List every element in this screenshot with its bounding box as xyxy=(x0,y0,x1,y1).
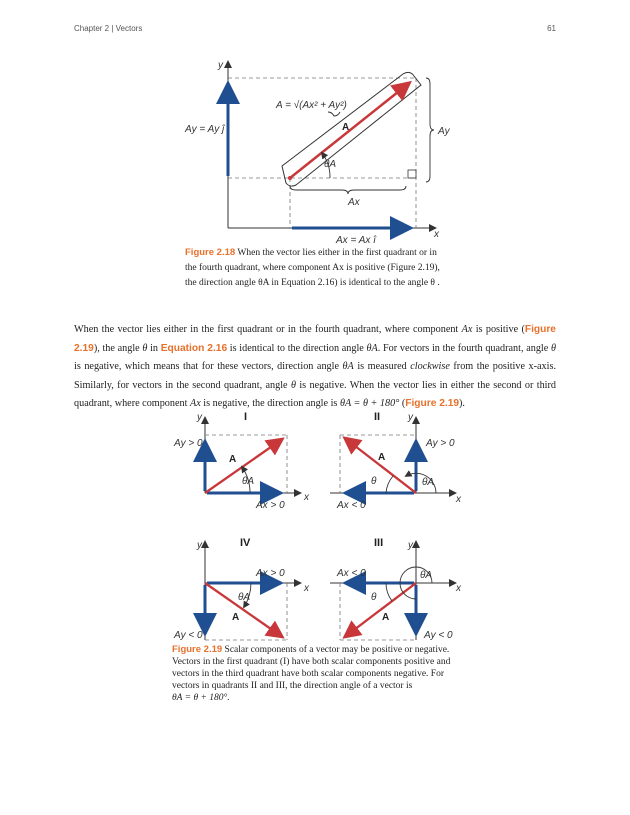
quadrant-iii-panel xyxy=(330,537,462,641)
svg-text:A: A xyxy=(229,454,237,465)
svg-text:x: x xyxy=(456,494,461,505)
svg-text:x: x xyxy=(456,583,461,594)
ax-brace-label: Ax xyxy=(348,197,360,208)
svg-text:θA: θA xyxy=(238,592,251,603)
svg-text:Ax > 0: Ax > 0 xyxy=(256,568,285,579)
figure-2-19-link-1[interactable]: Figure 2.19 xyxy=(74,324,556,354)
quadrant-i-panel xyxy=(173,411,310,511)
quadrant-ii-label: II xyxy=(374,411,381,423)
svg-text:θ: θ xyxy=(371,476,377,487)
y-axis-label: y xyxy=(218,60,223,71)
quadrant-i-label: I xyxy=(244,411,248,423)
svg-text:A: A xyxy=(378,452,386,463)
figure-2-19-link-2[interactable]: Figure 2.19 xyxy=(405,398,460,409)
svg-text:x: x xyxy=(304,583,309,594)
svg-text:A: A xyxy=(382,612,390,623)
quadrant-iv-panel xyxy=(173,537,310,641)
ay-brace-label: Ay xyxy=(438,126,450,137)
quadrant-iv-label: IV xyxy=(240,537,251,549)
svg-text:x: x xyxy=(304,492,309,503)
figure-2-19-caption-formula: θA = θ + 180°. xyxy=(172,693,230,703)
figure-2-19-caption xyxy=(172,644,462,704)
svg-text:θA: θA xyxy=(242,476,255,487)
svg-text:y: y xyxy=(197,540,202,551)
figure-2-18-caption-label: Figure 2.18 xyxy=(185,247,236,258)
equation-2-16-link[interactable]: Equation 2.16 xyxy=(160,342,228,354)
svg-text:θA: θA xyxy=(422,477,435,488)
vector-a-label: A xyxy=(342,122,350,133)
page-number: 61 xyxy=(547,24,556,33)
figure-2-19-caption-text: Scalar components of a vector may be positive or negative. Vectors in the first quadrant (I) have both scalar components positive and vectors in the third quadrant have both scalar components negative. For vectors in quadrants II and III, the direction angle of a vector is xyxy=(172,645,451,691)
ax-component-label: Ax = Ax î xyxy=(336,235,376,246)
body-paragraph: When the vector lies either in the first quadrant or in the fourth quadrant, where component Ax is positive (Figure 2.19), the angle θ in Equation 2.16 is identical to the direction angle θA. For vectors in the fourth quadrant, angle θ is negative, which means that for these vectors, direction angle θA is measured clockwise from the positive x-axis. Similarly, for vectors in the second quadrant, angle θ is negative. When the vector lies in either the second or third quadrant, where component Ax is negative, the direction angle is θA = θ + 180° (Figure 2.19). xyxy=(74,324,556,409)
svg-text:y: y xyxy=(408,540,413,551)
svg-text:y: y xyxy=(408,412,413,423)
x-axis-label: x xyxy=(434,229,439,240)
figure-2-19-caption-label: Figure 2.19 xyxy=(172,644,223,655)
svg-text:Ay > 0: Ay > 0 xyxy=(174,438,203,449)
svg-text:Ax < 0: Ax < 0 xyxy=(337,500,366,511)
ay-component-label: Ay = Ay ĵ xyxy=(185,124,225,135)
svg-text:Ay < 0: Ay < 0 xyxy=(424,630,453,641)
quadrant-ii-panel xyxy=(330,411,462,511)
svg-text:Ay > 0: Ay > 0 xyxy=(426,438,455,449)
svg-text:θ: θ xyxy=(371,592,377,603)
svg-text:Ax > 0: Ax > 0 xyxy=(256,500,285,511)
svg-text:A: A xyxy=(232,612,240,623)
quadrant-iii-label: III xyxy=(374,537,384,549)
svg-text:θA: θA xyxy=(420,570,433,581)
magnitude-formula: A = √(Ax² + Ay²) xyxy=(276,100,347,111)
angle-theta-a-label: θA xyxy=(324,159,337,170)
svg-text:Ax < 0: Ax < 0 xyxy=(337,568,366,579)
figure-2-18-caption-text: When the vector lies either in the first quadrant or in the fourth quadrant, where component Ax is positive (Figure 2.19), the direction angle θA in Equation 2.16) is identical to the angle θ . xyxy=(185,248,440,288)
svg-text:Ay < 0: Ay < 0 xyxy=(174,630,203,641)
svg-text:y: y xyxy=(197,412,202,423)
running-header-chapter: Chapter 2 | Vectors xyxy=(74,24,143,33)
